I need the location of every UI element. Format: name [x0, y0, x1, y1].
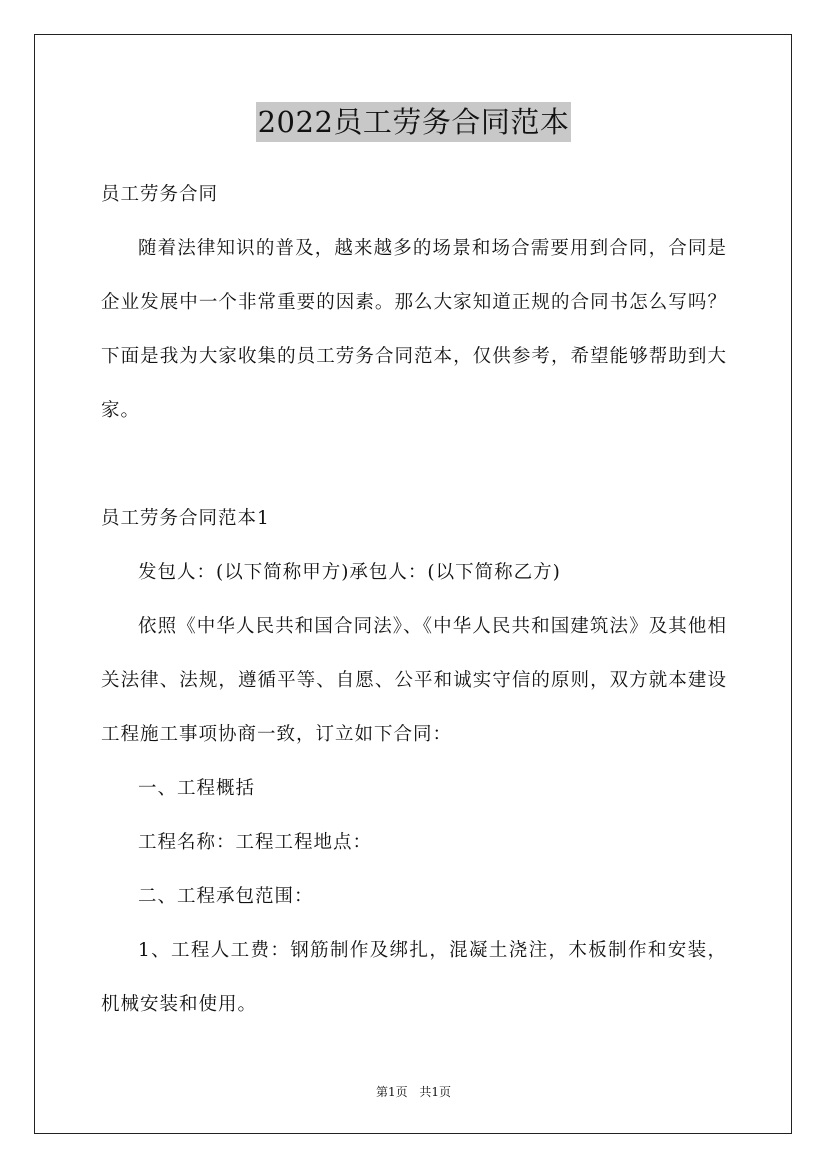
- page-number-current: 第1页: [375, 1085, 408, 1099]
- page-footer: [0, 1084, 827, 1100]
- paragraph: 发包人：(以下简称甲方)承包人：(以下简称乙方): [138, 562, 561, 583]
- paragraph: 随着法律知识的普及，越来越多的场景和场合需要用到合同，合同是企业发展中一个非常重要的因素。那么大家知道正规的合同书怎么写吗？下面是我为大家收集的员工劳务合同范本，仅供参考，希望能够帮助到大家。: [101, 238, 727, 421]
- page-number-total: 共1页: [419, 1085, 452, 1099]
- paragraph: 工程名称：工程工程地点：: [138, 832, 373, 853]
- document-body: [101, 168, 727, 1032]
- paragraph: 依照《中华人民共和国合同法》、《中华人民共和国建筑法》及其他相关法律、法规，遵循平等、自愿、公平和诚实守信的原则，双方就本建设工程施工事项协商一致，订立如下合同：: [101, 616, 727, 745]
- paragraph-gap: [101, 438, 727, 492]
- paragraph: 1、工程人工费：钢筋制作及绑扎，混凝土浇注，木板制作和安装，机械安装和使用。: [101, 940, 727, 1015]
- paragraph: 一、工程概括: [138, 778, 256, 799]
- document-title: 2022员工劳务合同范本: [256, 102, 572, 142]
- paragraph: 员工劳务合同范本1: [101, 508, 270, 529]
- paragraph: 二、工程承包范围：: [138, 886, 314, 907]
- paragraph: 员工劳务合同: [101, 184, 219, 205]
- title-container: [0, 102, 827, 142]
